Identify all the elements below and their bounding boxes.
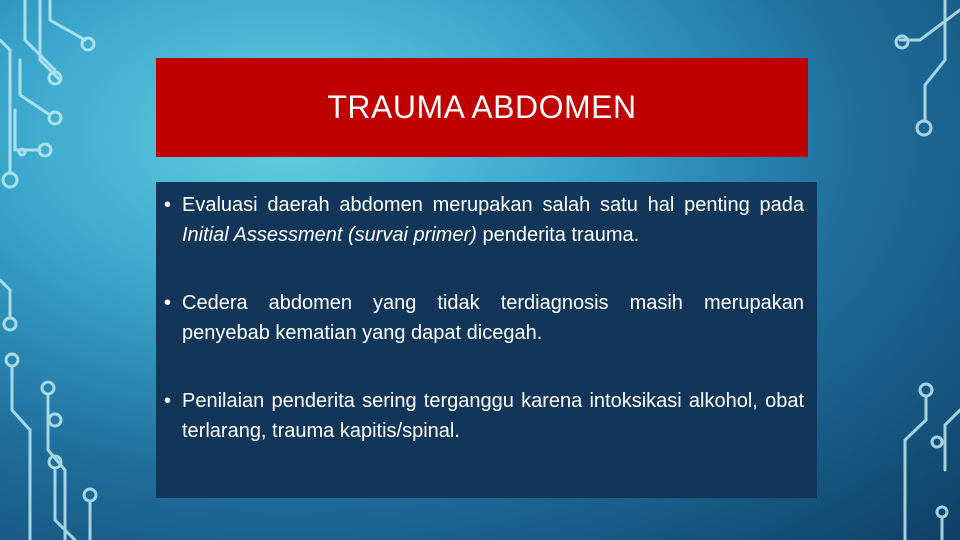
slide-title: TRAUMA ABDOMEN <box>327 89 637 125</box>
bullet-dot-icon: • <box>164 292 172 314</box>
bullet-text: Penilaian penderita sering terganggu karena intoksikasi alkohol, obat terlarang, trauma kapitis/spinal. <box>182 390 804 442</box>
bullet-text: Evaluasi daerah abdomen merupakan salah satu hal penting pada <box>182 194 804 216</box>
bullet-dot-icon: • <box>164 194 172 216</box>
bullet-dot-icon: • <box>164 390 172 412</box>
title-banner <box>156 58 808 157</box>
bullet-item-2 <box>156 288 804 348</box>
bullet-list <box>156 190 804 484</box>
bullet-item-3 <box>156 386 804 446</box>
bullet-item-1 <box>156 190 804 250</box>
bullet-text-end: penderita trauma. <box>476 224 640 246</box>
bullet-italic-text: Initial Assessment (survai primer) <box>182 224 477 246</box>
bullet-text: Cedera abdomen yang tidak terdiagnosis masih merupakan penyebab kematian yang dapat dicegah. <box>182 292 804 344</box>
